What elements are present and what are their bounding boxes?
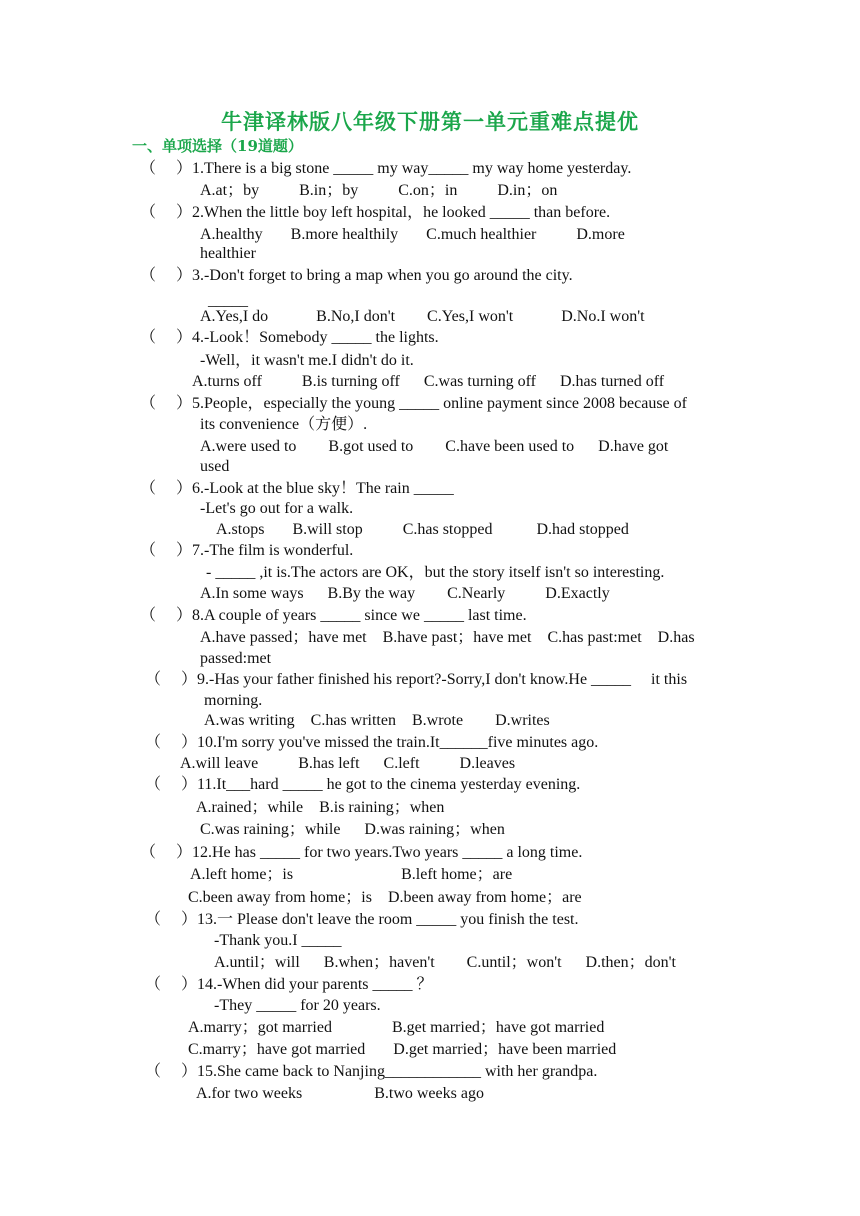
- question-15: （ ）15.She came back to Nanjing____________ with her grandpa.: [145, 1063, 598, 1080]
- question-3-blank: _____: [208, 292, 248, 309]
- question-6-reply: -Let's go out for a walk.: [200, 500, 354, 517]
- question-11-options-2: C.was raining；while D.was raining；when: [200, 821, 505, 838]
- question-8: （ ）8.A couple of years _____ since we _____ last time.: [140, 607, 527, 624]
- question-9-options: A.was writing C.has written B.wrote D.writes: [204, 712, 550, 729]
- question-13-reply: -Thank you.I _____: [214, 932, 342, 949]
- question-12-options-1: A.left home；is B.left home；are: [190, 866, 513, 883]
- question-4-reply: -Well，it wasn't me.I didn't do it.: [200, 352, 414, 369]
- page-title: 牛津译林版八年级下册第一单元重难点提优: [221, 109, 639, 134]
- question-11: （ ）11.It___hard _____ he got to the cinema yesterday evening.: [145, 776, 581, 793]
- question-6-options: A.stops B.will stop C.has stopped D.had stopped: [216, 521, 629, 538]
- question-11-options-1: A.rained；while B.is raining；when: [196, 799, 445, 816]
- question-14-options-2: C.marry；have got married D.get married；have been married: [188, 1041, 617, 1058]
- question-7: （ ）7.-The film is wonderful.: [140, 542, 354, 559]
- question-12-options-2: C.been away from home；is D.been away from home；are: [188, 889, 582, 906]
- question-9: （ ）9.-Has your father finished his report?-Sorry,I don't know.He _____ it this: [145, 671, 688, 688]
- question-8-options: A.have passed；have met B.have past；have met C.has past:met D.has: [200, 629, 695, 646]
- question-4-options: A.turns off B.is turning off C.was turning off D.has turned off: [192, 373, 665, 390]
- question-3-options: A.Yes,I do B.No,I don't C.Yes,I won't D.No.I won't: [200, 308, 645, 325]
- question-1: （ ）1.There is a big stone _____ my way_____ my way home yesterday.: [140, 160, 632, 177]
- question-5: （ ）5.People，especially the young _____ online payment since 2008 because of: [140, 395, 687, 412]
- section-heading: 一、单项选择（19道题）: [132, 137, 303, 155]
- question-7-reply: - _____ ,it is.The actors are OK，but the story itself isn't so interesting.: [206, 564, 665, 581]
- question-2: （ ）2.When the little boy left hospital，he looked _____ than before.: [140, 204, 611, 221]
- question-9-cont: morning.: [204, 692, 263, 709]
- question-13: （ ）13.一 Please don't leave the room _____ you finish the test.: [145, 911, 579, 928]
- question-10: （ ）10.I'm sorry you've missed the train.It______five minutes ago.: [145, 734, 599, 751]
- question-12: （ ）12.He has _____ for two years.Two years _____ a long time.: [140, 844, 583, 861]
- question-15-options: A.for two weeks B.two weeks ago: [196, 1085, 484, 1102]
- question-10-options: A.will leave B.has left C.left D.leaves: [180, 755, 516, 772]
- question-8-options-cont: passed:met: [200, 650, 272, 667]
- question-5-options-cont: used: [200, 458, 230, 475]
- question-2-options-cont: healthier: [200, 245, 256, 262]
- question-3: （ ）3.-Don't forget to bring a map when you go around the city.: [140, 267, 573, 284]
- question-14-options-1: A.marry；got married B.get married；have got married: [188, 1019, 605, 1036]
- question-14-reply: -They _____ for 20 years.: [214, 997, 381, 1014]
- question-13-options: A.until；will B.when；haven't C.until；won't D.then；don't: [214, 954, 676, 971]
- question-2-options: A.healthy B.more healthily C.much healthier D.more: [200, 226, 625, 243]
- question-14: （ ）14.-When did your parents _____ ？: [145, 976, 433, 993]
- question-4: （ ）4.-Look！Somebody _____ the lights.: [140, 329, 439, 346]
- question-1-options: A.at；by B.in；by C.on；in D.in；on: [200, 182, 558, 199]
- question-7-options: A.In some ways B.By the way C.Nearly D.Exactly: [200, 585, 610, 602]
- question-5-options: A.were used to B.got used to C.have been used to D.have got: [200, 438, 669, 455]
- question-6: （ ）6.-Look at the blue sky！The rain _____: [140, 480, 454, 497]
- question-5-cont: its convenience（方便）.: [200, 416, 368, 433]
